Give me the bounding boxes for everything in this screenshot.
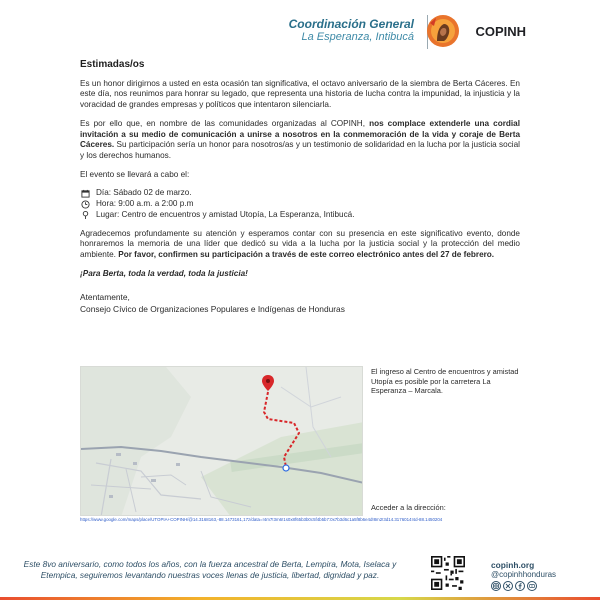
closing-signature: Consejo Cívico de Organizaciones Populares e Indígenas de Honduras [80,303,345,314]
paragraph-intro: Es un honor dirigirnos a usted en esta ocasión tan significativa, el octavo aniversario de la siembra de Berta Cáceres. En este día, nos reunimos para honrar su legado, que representa una historia de lucha contra la impunidad, la injusticia y la voracidad de grandes empresas y políticos que intentaron silenciarla. [80,78,520,109]
confirm-text: Por favor, confirmen su participación a través de este correo electrónico antes del 27 de febrero. [118,249,495,259]
map-access-label: Acceder a la dirección: [371,503,446,512]
letterhead [146,14,526,52]
paragraph-thanks [80,229,520,261]
location-map[interactable] [80,366,363,516]
qr-code-icon[interactable] [431,556,465,590]
closing-salutation: Atentamente, [80,291,130,302]
org-subtitle: La Esperanza, Intibucá [301,31,414,43]
event-day-row [80,188,520,199]
event-time-row [80,199,520,210]
invitation-text-bold: nos complace extenderle una cordial invitación a su medio de comunicación a unirse a nosotros en la conmemoración de la vida y coraje de Berta Cáceres. [80,119,520,149]
social-icons [491,581,537,591]
footer-social-handle: @copinhhonduras [491,570,557,579]
event-time: Hora: 9:00 a.m. a 2:00 p.m [96,198,194,208]
x-twitter-icon[interactable] [503,581,513,591]
event-details [80,188,520,221]
invitation-text-start: Es por ello que, en nombre de las comunidades organizadas al COPINH, [80,119,370,128]
footer-website[interactable]: copinh.org [491,560,535,570]
paragraph-event-intro: El evento se llevará a cabo el: [80,170,190,179]
map-caption: El ingreso al Centro de encuentros y amistad Utopía es posible por la carretera La Esperanza – Marcala. [371,367,519,395]
clock-icon [80,199,90,209]
footer [0,548,600,600]
event-place-row [80,210,520,221]
logo-wordmark: COPINH [475,24,526,39]
youtube-icon[interactable] [527,581,537,591]
org-block [289,18,414,44]
org-title: Coordinación General [288,17,414,31]
slogan: ¡Para Berta, toda la verdad, toda la justicia! [80,269,248,278]
calendar-icon [80,188,90,198]
thanks-text: Agradecemos profundamente su atención y esperamos contar con su presencia en este significativo evento, donde honraremos la memoria de una líder que dedicó su vida a la lucha por la justicia social y la protección del medio ambiente. [80,228,520,259]
event-day: Día: Sábado 02 de marzo. [96,187,192,197]
invitation-text-end: Su participación sería un honor para nosotros/as y un testimonio de solidaridad en la lucha por la justicia social y los derechos humanos. [80,140,520,160]
letter-body [80,60,520,316]
instagram-icon[interactable] [491,581,501,591]
map-graphic [81,367,363,516]
event-place: Lugar: Centro de encuentros y amistad Utopía, La Esperanza, Intibucá. [96,209,355,219]
paragraph-invitation [80,119,520,161]
footer-message: Este 8vo aniversario, como todos los años, con la fuerza ancestral de Berta, Lempira, Mota, Iselaca y Etempica, seguiremos levantando nuestras voces llenas de justicia, libertad, dignidad y paz. [23,559,397,580]
map-link[interactable]: https://www.google.com/maps/place/UTOPIA+COPINH/@14.3168163,-88.1473161,17z/data=!4m7!3m6!1s0x8f65b3b0c5f4b5b7:0x7b3d6c1a5f8b6e4d!8m2!3d14.3176014!4d-88.1450204 [80,517,443,522]
copinh-logo-icon [426,14,460,48]
facebook-icon[interactable] [515,581,525,591]
greeting: Estimadas/os [80,59,145,70]
location-pin-icon [80,210,90,220]
